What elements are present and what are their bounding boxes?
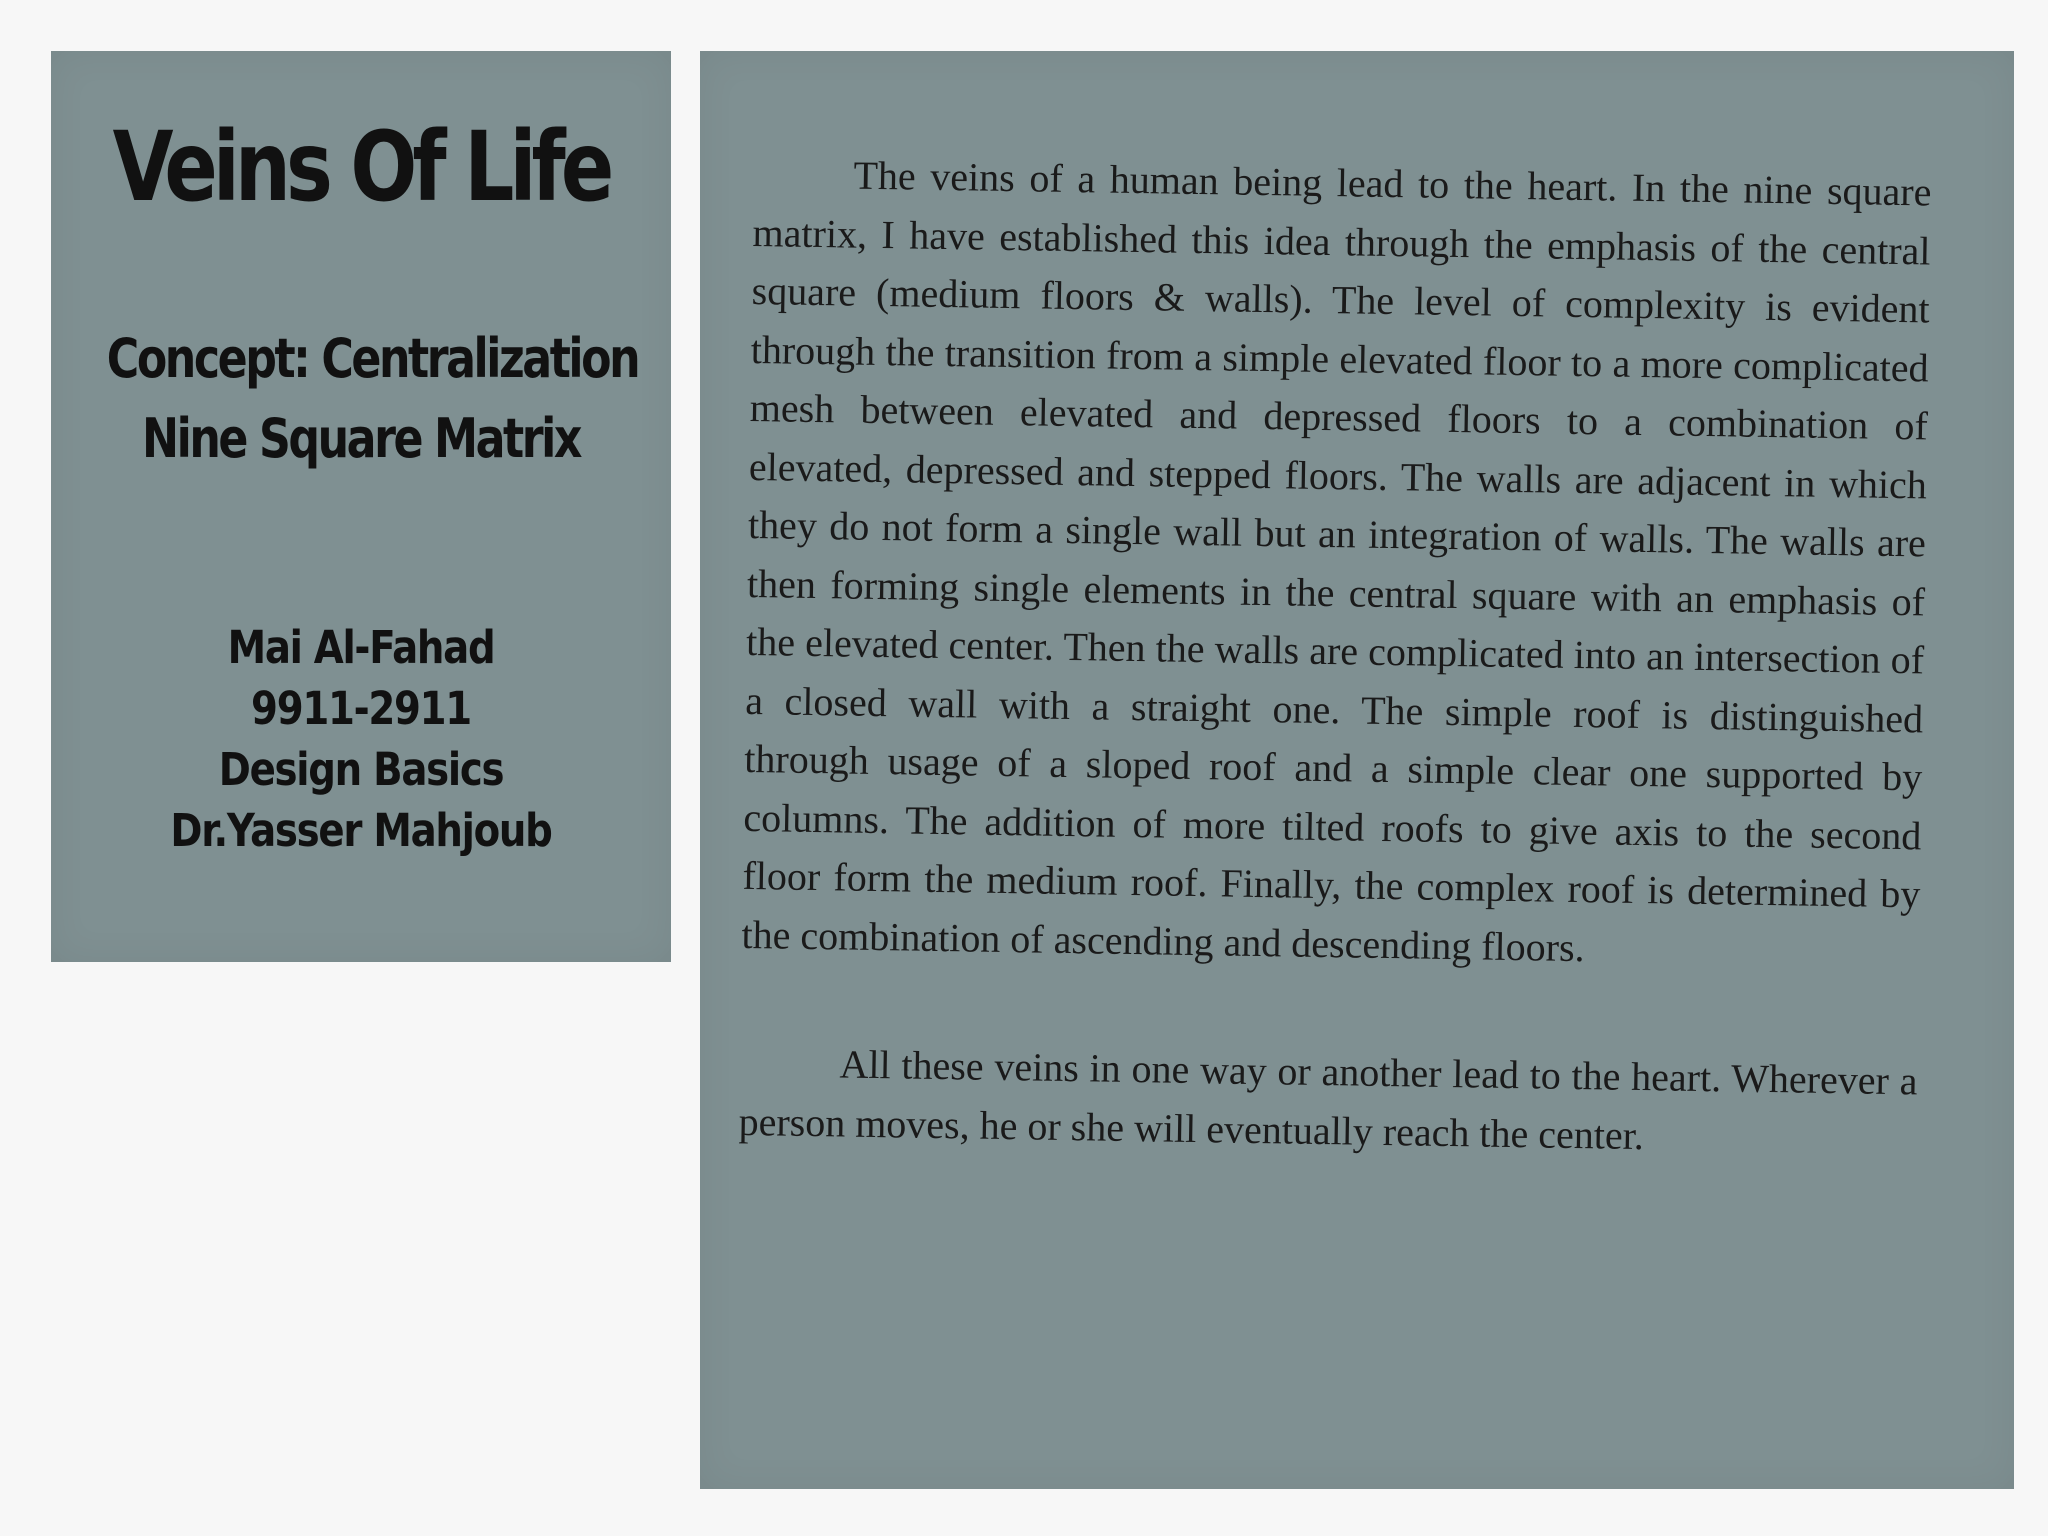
instructor-name: Dr.Yasser Mahjoub (170, 804, 552, 857)
course-name: Design Basics (218, 743, 504, 796)
credits-block (94, 617, 627, 861)
description-paragraph-2: All these veins in one way or another lead to the heart. Wherever a person moves, he or she will eventually reach the center. (738, 1041, 1918, 1158)
student-id: 9911-2911 (251, 682, 471, 735)
title-board (51, 51, 671, 962)
description-board (700, 51, 2014, 1489)
concept-label: Concept: Centralization (106, 327, 639, 390)
author-name: Mai Al-Fahad (227, 621, 495, 674)
project-title: Veins Of Life (112, 111, 610, 223)
description-paragraph-1: The veins of a human being lead to the heart. In the nine square matrix, I have established this idea through the emphasis of the central square (medium floors & walls). The level of complexity is evident through the transition from a simple elevated floor to a more complicated mesh between elevated and depressed floors to a combination of elevated, depressed and stepped floors. The walls are adjacent in which they do not form a single wall but an integration of walls. The walls are then forming single elements in the central square with an emphasis of the elevated center. Then the walls are complicated into an intersection of a closed wall with a straight one. The simple roof is distinguished through usage of a sloped roof and a simple clear one supported by columns. The addition of more tilted roofs to give axis to the second floor form the medium roof. Finally, the complex roof is determined by the combination of ascending and descending floors. (741, 152, 1932, 970)
concept-block (106, 319, 639, 479)
description-text (738, 145, 1932, 1169)
matrix-subtitle: Nine Square Matrix (142, 407, 580, 470)
